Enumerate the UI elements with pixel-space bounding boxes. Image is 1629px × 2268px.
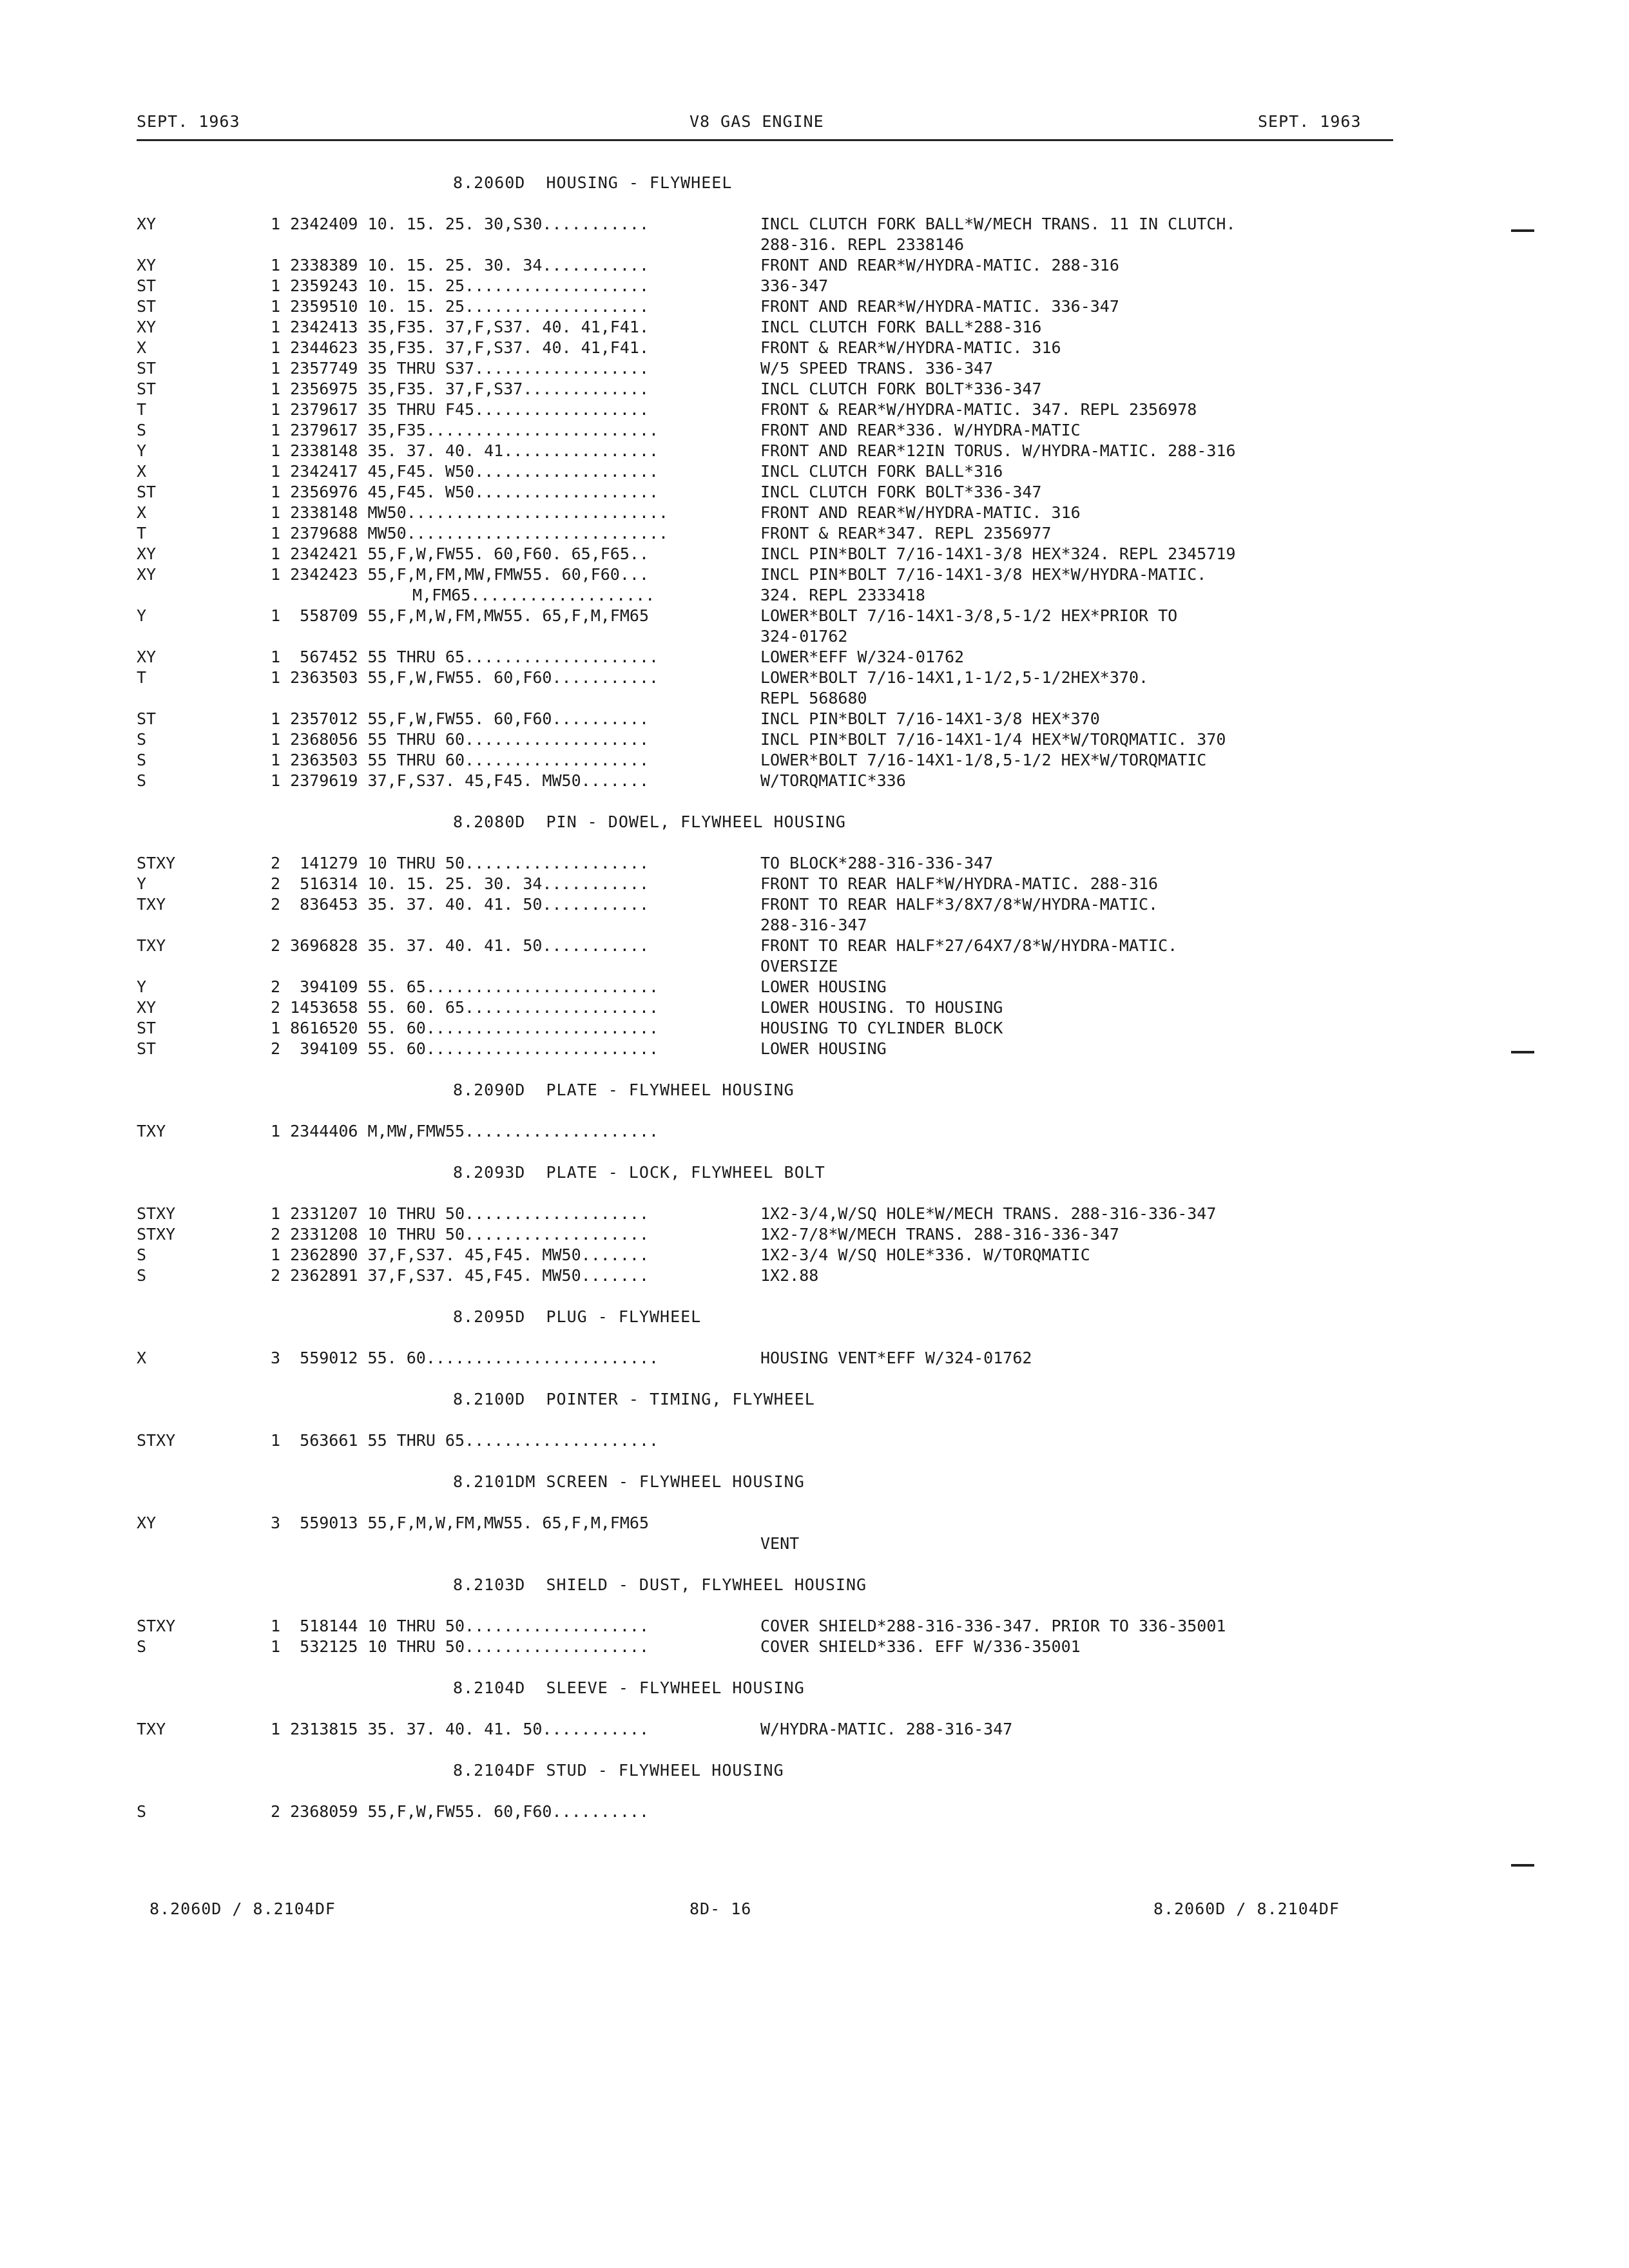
model-code: T [137, 400, 147, 419]
part-description: 1X2-3/4 W/SQ HOLE*336. W/TORQMATIC [760, 1245, 1090, 1264]
part-description: HOUSING TO CYLINDER BLOCK [760, 1019, 1003, 1037]
section-heading [0, 1760, 1629, 1781]
part-number-and-models: 1 2359243 10. 15. 25................... [271, 276, 649, 295]
part-row [0, 1039, 1629, 1059]
part-row [0, 853, 1629, 874]
part-row [0, 420, 1629, 441]
part-row [0, 668, 1629, 688]
model-code: STXY [137, 1204, 176, 1223]
section-heading [0, 173, 1629, 193]
model-code: ST [137, 1019, 157, 1037]
part-row [0, 1018, 1629, 1039]
part-description: FRONT AND REAR*12IN TORUS. W/HYDRA-MATIC. 288-316 [760, 441, 1236, 460]
header-title: V8 GAS ENGINE [689, 112, 824, 131]
part-description: LOWER HOUSING [760, 1039, 887, 1058]
part-number-and-models: 1 2362890 37,F,S37. 45,F45. MW50....... [271, 1245, 649, 1264]
part-row [0, 482, 1629, 503]
description-continued: OVERSIZE [760, 957, 838, 975]
part-number-and-models: 2 394109 55. 65........................ [271, 977, 659, 996]
section-gap [0, 1698, 1629, 1719]
part-number-and-models: 1 518144 10 THRU 50................... [271, 1617, 649, 1635]
part-row [0, 1430, 1629, 1451]
model-code: ST [137, 380, 157, 398]
part-number-and-models: 1 563661 55 THRU 65.................... [271, 1431, 659, 1450]
part-number-and-models: 3 559013 55,F,M,W,FM,MW55. 65,F,M,FM65 [271, 1514, 649, 1532]
part-description: INCL PIN*BOLT 7/16-14X1-1/4 HEX*W/TORQMATIC. 370 [760, 730, 1226, 749]
part-number-and-models: 1 2368056 55 THRU 60................... [271, 730, 649, 749]
model-code: XY [137, 998, 157, 1017]
model-code: XY [137, 256, 157, 274]
model-code: ST [137, 276, 157, 295]
part-description: 336-347 [760, 276, 829, 295]
part-description: INCL CLUTCH FORK BALL*W/MECH TRANS. 11 IN CLUTCH. [760, 215, 1236, 233]
part-row [0, 1265, 1629, 1286]
part-row [0, 771, 1629, 791]
part-row [0, 750, 1629, 771]
part-number-and-models: 1 2357749 35 THRU S37.................. [271, 359, 649, 378]
part-description: INCL CLUTCH FORK BALL*288-316 [760, 318, 1042, 336]
description-continued: 288-316-347 [760, 916, 867, 934]
part-description: LOWER HOUSING. TO HOUSING [760, 998, 1003, 1017]
section-heading [0, 1307, 1629, 1327]
model-code: S [137, 1266, 147, 1285]
part-row [0, 1719, 1629, 1740]
part-description: 1X2-7/8*W/MECH TRANS. 288-316-336-347 [760, 1225, 1119, 1244]
part-row [0, 338, 1629, 358]
model-code: S [137, 730, 147, 749]
part-row [0, 214, 1629, 235]
part-description: LOWER*BOLT 7/16-14X1-3/8,5-1/2 HEX*PRIOR TO [760, 606, 1178, 625]
section-title: 8.2103D SHIELD - DUST, FLYWHEEL HOUSING [453, 1575, 867, 1594]
part-description: INCL CLUTCH FORK BALL*316 [760, 462, 1003, 481]
part-row [0, 1802, 1629, 1822]
part-number-and-models: 1 2342417 45,F45. W50................... [271, 462, 659, 481]
part-number-and-models: 1 2357012 55,F,W,FW55. 60,F60.......... [271, 709, 649, 728]
part-row [0, 544, 1629, 564]
part-row [0, 977, 1629, 997]
part-number-and-models: 1 2342423 55,F,M,FM,MW,FMW55. 60,F60... [271, 565, 649, 584]
part-number-and-models: 1 2313815 35. 37. 40. 41. 50........... [271, 1720, 649, 1738]
part-number-and-models: 1 2363503 55 THRU 60................... [271, 751, 649, 769]
part-row [0, 1204, 1629, 1224]
section-heading [0, 1162, 1629, 1183]
parts-list [0, 173, 1629, 1822]
model-code: T [137, 524, 147, 543]
section-gap [0, 1369, 1629, 1389]
section-title: 8.2095D PLUG - FLYWHEEL [453, 1307, 702, 1326]
model-code: STXY [137, 1431, 176, 1450]
model-code: TXY [137, 1122, 166, 1140]
part-number-and-models: 1 558709 55,F,M,W,FM,MW55. 65,F,M,FM65 [271, 606, 649, 625]
part-number-and-models: 2 2368059 55,F,W,FW55. 60,F60.......... [271, 1802, 649, 1821]
model-code: STXY [137, 854, 176, 872]
section-gap [0, 1183, 1629, 1204]
section-title: 8.2090D PLATE - FLYWHEEL HOUSING [453, 1081, 795, 1099]
part-row-continued [0, 956, 1629, 977]
part-number-and-models: 1 2342421 55,F,W,FW55. 60,F60. 65,F65.. [271, 544, 649, 563]
model-code: ST [137, 359, 157, 378]
section-gap [0, 832, 1629, 853]
model-code: TXY [137, 895, 166, 914]
part-row [0, 296, 1629, 317]
part-row [0, 461, 1629, 482]
part-number-and-models: 3 559012 55. 60........................ [271, 1349, 659, 1367]
section-gap [0, 1100, 1629, 1121]
part-description: LOWER*BOLT 7/16-14X1-1/8,5-1/2 HEX*W/TORQMATIC [760, 751, 1207, 769]
model-code: STXY [137, 1617, 176, 1635]
model-code: XY [137, 544, 157, 563]
part-description: 1X2.88 [760, 1266, 819, 1285]
part-description: FRONT TO REAR HALF*W/HYDRA-MATIC. 288-316 [760, 874, 1159, 893]
section-heading [0, 1678, 1629, 1698]
section-gap [0, 1451, 1629, 1472]
part-row [0, 441, 1629, 461]
section-gap [0, 1781, 1629, 1802]
model-code: S [137, 771, 147, 790]
margin-mark [1511, 1051, 1534, 1053]
part-number-and-models: 1 2379617 35,F35........................ [271, 421, 659, 439]
part-description: FRONT AND REAR*336. W/HYDRA-MATIC [760, 421, 1081, 439]
part-row [0, 1616, 1629, 1637]
model-code: S [137, 1637, 147, 1656]
model-code: T [137, 668, 147, 687]
footer-range-right: 8.2060D / 8.2104DF [1153, 1899, 1340, 1918]
model-code: X [137, 462, 147, 481]
section-title: 8.2100D POINTER - TIMING, FLYWHEEL [453, 1390, 815, 1408]
part-number-and-models: 1 2363503 55,F,W,FW55. 60,F60........... [271, 668, 659, 687]
part-description: LOWER HOUSING [760, 977, 887, 996]
part-description: LOWER*BOLT 7/16-14X1,1-1/2,5-1/2HEX*370. [760, 668, 1149, 687]
part-number-and-models: 1 2356975 35,F35. 37,F,S37............. [271, 380, 649, 398]
part-row [0, 1637, 1629, 1657]
part-row [0, 1513, 1629, 1533]
part-number-and-models: 1 2359510 10. 15. 25................... [271, 297, 649, 316]
model-code: XY [137, 648, 157, 666]
part-row [0, 523, 1629, 544]
part-description: TO BLOCK*288-316-336-347 [760, 854, 994, 872]
section-gap [0, 1595, 1629, 1616]
part-row-continued [0, 626, 1629, 647]
part-row [0, 1348, 1629, 1369]
section-title: 8.2060D HOUSING - FLYWHEEL [453, 173, 733, 192]
part-description: COVER SHIELD*336. EFF W/336-35001 [760, 1637, 1081, 1656]
section-gap [0, 193, 1629, 214]
part-description: FRONT AND REAR*W/HYDRA-MATIC. 288-316 [760, 256, 1119, 274]
part-description: FRONT & REAR*347. REPL 2356977 [760, 524, 1052, 543]
part-number-and-models: 1 2344623 35,F35. 37,F,S37. 40. 41,F41. [271, 338, 649, 357]
header-date-right: SEPT. 1963 [1258, 112, 1362, 131]
part-number-and-models: 2 3696828 35. 37. 40. 41. 50........... [271, 936, 649, 955]
part-number-and-models: 1 2379688 MW50........................... [271, 524, 669, 543]
part-row-continued [0, 585, 1629, 606]
part-number-and-models: 2 2362891 37,F,S37. 45,F45. MW50....... [271, 1266, 649, 1285]
section-gap [0, 1740, 1629, 1760]
part-row [0, 647, 1629, 668]
part-number-and-models: 2 141279 10 THRU 50................... [271, 854, 649, 872]
model-code: XY [137, 1514, 157, 1532]
section-gap [0, 1142, 1629, 1162]
description-continued: REPL 568680 [760, 689, 867, 707]
part-description: W/HYDRA-MATIC. 288-316-347 [760, 1720, 1013, 1738]
part-row [0, 729, 1629, 750]
part-row-continued [0, 1533, 1629, 1554]
part-description: FRONT TO REAR HALF*27/64X7/8*W/HYDRA-MATIC. [760, 936, 1178, 955]
part-row [0, 997, 1629, 1018]
part-description: HOUSING VENT*EFF W/324-01762 [760, 1349, 1032, 1367]
part-number-and-models: 1 2331207 10 THRU 50................... [271, 1204, 649, 1223]
part-description: INCL PIN*BOLT 7/16-14X1-3/8 HEX*324. REPL 2345719 [760, 544, 1236, 563]
model-code: S [137, 751, 147, 769]
model-code: X [137, 503, 147, 522]
model-code: S [137, 421, 147, 439]
part-number-and-models: 2 1453658 55. 60. 65.................... [271, 998, 659, 1017]
model-code: Y [137, 977, 147, 996]
section-title: 8.2104DF STUD - FLYWHEEL HOUSING [453, 1761, 784, 1780]
margin-mark [1511, 229, 1534, 232]
section-gap [0, 1059, 1629, 1080]
model-code: ST [137, 483, 157, 501]
header-rule [137, 139, 1393, 141]
model-code: S [137, 1245, 147, 1264]
model-code: TXY [137, 1720, 166, 1738]
part-row [0, 255, 1629, 276]
part-number-and-models: 1 2379617 35 THRU F45.................. [271, 400, 649, 419]
section-gap [0, 1554, 1629, 1575]
part-description: INCL CLUTCH FORK BOLT*336-347 [760, 380, 1042, 398]
part-number-and-models: 2 394109 55. 60........................ [271, 1039, 659, 1058]
description-continued: 288-316. REPL 2338146 [760, 235, 965, 254]
section-heading [0, 1575, 1629, 1595]
footer-range-left: 8.2060D / 8.2104DF [149, 1899, 336, 1918]
model-code: S [137, 1802, 147, 1821]
part-description: FRONT AND REAR*W/HYDRA-MATIC. 336-347 [760, 297, 1119, 316]
model-code: ST [137, 709, 157, 728]
part-row-continued [0, 235, 1629, 255]
part-number-and-models: 1 2338148 35. 37. 40. 41................ [271, 441, 659, 460]
model-code: Y [137, 874, 147, 893]
part-row [0, 1245, 1629, 1265]
part-row [0, 1224, 1629, 1245]
part-number-and-models: 1 2338148 MW50........................... [271, 503, 669, 522]
description-continued: 324. REPL 2333418 [760, 586, 925, 604]
part-number-and-models: 1 2338389 10. 15. 25. 30. 34........... [271, 256, 649, 274]
model-code: XY [137, 565, 157, 584]
section-heading [0, 1472, 1629, 1492]
model-code: Y [137, 606, 147, 625]
part-row [0, 606, 1629, 626]
part-row-continued [0, 915, 1629, 936]
model-code: X [137, 338, 147, 357]
part-number-and-models: 1 532125 10 THRU 50................... [271, 1637, 649, 1656]
part-row [0, 399, 1629, 420]
part-row [0, 894, 1629, 915]
part-description: W/TORQMATIC*336 [760, 771, 906, 790]
model-code: STXY [137, 1225, 176, 1244]
part-number-and-models: 1 8616520 55. 60........................ [271, 1019, 659, 1037]
part-row [0, 317, 1629, 338]
section-gap [0, 791, 1629, 812]
section-gap [0, 1410, 1629, 1430]
part-number-and-models: 1 2342413 35,F35. 37,F,S37. 40. 41,F41. [271, 318, 649, 336]
part-row [0, 874, 1629, 894]
section-title: 8.2093D PLATE - LOCK, FLYWHEEL BOLT [453, 1163, 825, 1182]
model-code: Y [137, 441, 147, 460]
section-gap [0, 1327, 1629, 1348]
part-row [0, 936, 1629, 956]
part-row [0, 358, 1629, 379]
part-description: INCL PIN*BOLT 7/16-14X1-3/8 HEX*370 [760, 709, 1100, 728]
margin-mark [1511, 1864, 1534, 1867]
part-row [0, 564, 1629, 585]
part-row [0, 709, 1629, 729]
header-date-left: SEPT. 1963 [137, 112, 240, 131]
part-description: INCL CLUTCH FORK BOLT*336-347 [760, 483, 1042, 501]
section-gap [0, 1657, 1629, 1678]
part-number-and-models: 1 2356976 45,F45. W50................... [271, 483, 659, 501]
part-number-and-models: 2 836453 35. 37. 40. 41. 50........... [271, 895, 649, 914]
section-gap [0, 1492, 1629, 1513]
part-description: INCL PIN*BOLT 7/16-14X1-3/8 HEX*W/HYDRA-MATIC. [760, 565, 1207, 584]
models-continued: M,FM65................... [412, 586, 655, 604]
part-number-and-models: 1 2342409 10. 15. 25. 30,S30........... [271, 215, 649, 233]
part-description: FRONT & REAR*W/HYDRA-MATIC. 347. REPL 2356978 [760, 400, 1197, 419]
footer-page-number: 8D- 16 [689, 1899, 752, 1918]
part-row [0, 379, 1629, 399]
part-description: FRONT TO REAR HALF*3/8X7/8*W/HYDRA-MATIC. [760, 895, 1159, 914]
model-code: ST [137, 1039, 157, 1058]
part-number-and-models: 2 516314 10. 15. 25. 30. 34........... [271, 874, 649, 893]
section-title: 8.2104D SLEEVE - FLYWHEEL HOUSING [453, 1678, 805, 1697]
description-continued: 324-01762 [760, 627, 848, 646]
model-code: X [137, 1349, 147, 1367]
part-number-and-models: 1 2344406 M,MW,FMW55.................... [271, 1122, 659, 1140]
part-description: FRONT & REAR*W/HYDRA-MATIC. 316 [760, 338, 1061, 357]
part-row [0, 1121, 1629, 1142]
part-row-continued [0, 688, 1629, 709]
part-number-and-models: 1 2379619 37,F,S37. 45,F45. MW50....... [271, 771, 649, 790]
part-description: 1X2-3/4,W/SQ HOLE*W/MECH TRANS. 288-316-336-347 [760, 1204, 1217, 1223]
section-heading [0, 1389, 1629, 1410]
section-heading [0, 1080, 1629, 1100]
model-code: ST [137, 297, 157, 316]
part-description: FRONT AND REAR*W/HYDRA-MATIC. 316 [760, 503, 1081, 522]
part-row [0, 503, 1629, 523]
part-description: COVER SHIELD*288-316-336-347. PRIOR TO 336-35001 [760, 1617, 1226, 1635]
description-continued: VENT [760, 1534, 800, 1553]
model-code: XY [137, 318, 157, 336]
section-title: 8.2080D PIN - DOWEL, FLYWHEEL HOUSING [453, 812, 846, 831]
part-number-and-models: 1 567452 55 THRU 65.................... [271, 648, 659, 666]
section-gap [0, 1286, 1629, 1307]
section-heading [0, 812, 1629, 832]
part-description: W/5 SPEED TRANS. 336-347 [760, 359, 994, 378]
part-row [0, 276, 1629, 296]
model-code: TXY [137, 936, 166, 955]
section-title: 8.2101DM SCREEN - FLYWHEEL HOUSING [453, 1472, 805, 1491]
part-description: LOWER*EFF W/324-01762 [760, 648, 965, 666]
model-code: XY [137, 215, 157, 233]
part-number-and-models: 2 2331208 10 THRU 50................... [271, 1225, 649, 1244]
